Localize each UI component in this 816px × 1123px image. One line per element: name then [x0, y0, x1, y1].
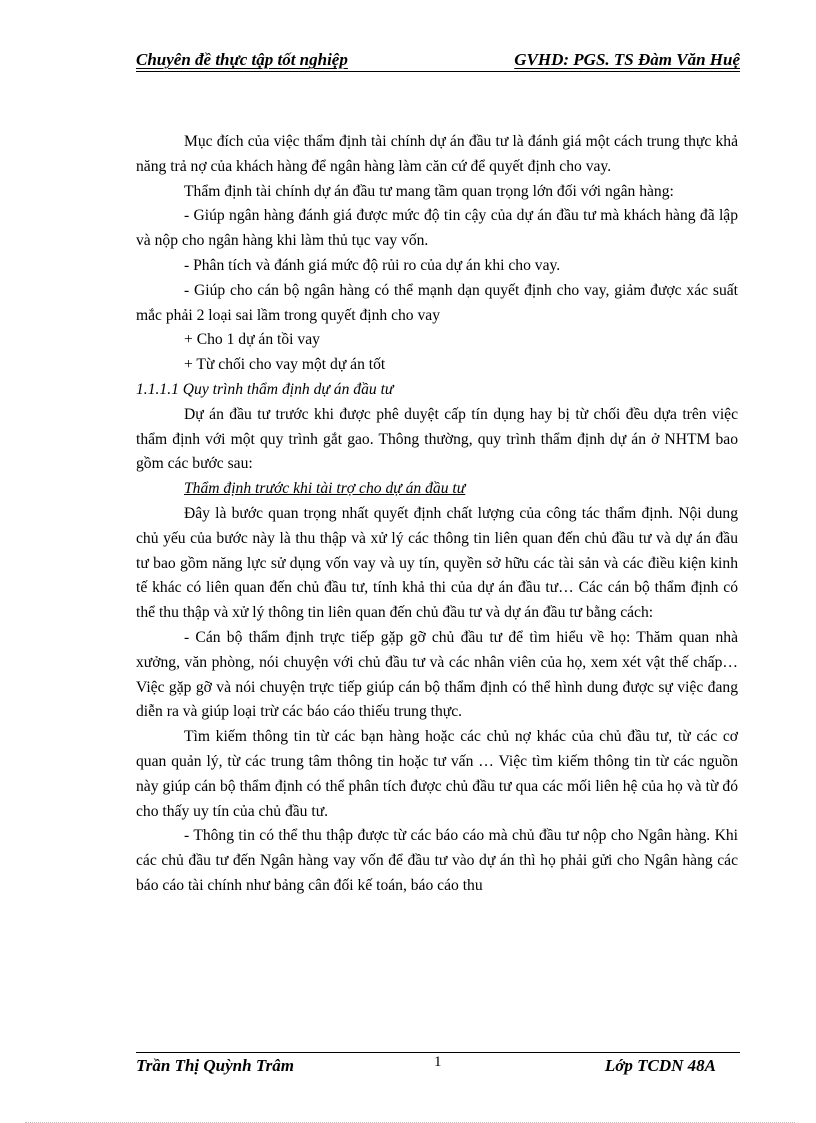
page-footer — [136, 1056, 740, 1078]
section-heading: 1.1.1.1 Quy trình thẩm định dự án đầu tư — [136, 380, 394, 398]
page-number: 1 — [434, 1054, 442, 1070]
paragraph: Mục đích của việc thẩm định tài chính dự án đầu tư là đánh giá một cách trung thực khả năng trả nợ của khách hàng để ngân hàng làm căn cứ để quyết định cho vay. — [136, 133, 738, 175]
page-header — [136, 46, 740, 72]
document-body — [136, 130, 738, 899]
list-item: - Giúp ngân hàng đánh giá được mức độ tin cậy của dự án đầu tư mà khách hàng đã lập và nộp cho ngân hàng khi làm thủ tục vay vốn. — [136, 207, 738, 250]
footer-divider — [136, 1052, 740, 1053]
header-advisor: GVHD: PGS. TS Đàm Văn Huệ — [514, 50, 740, 69]
paragraph: Tìm kiếm thông tin từ các bạn hàng hoặc các chủ nợ khác của chủ đầu tư, từ các cơ quan quản lý, từ các trung tâm thông tin hoặc tư vấn … Việc tìm kiếm thông tin từ các nguồn này giúp cán bộ thẩm định có thể phân tích được chủ đầu tư qua các mối liên hệ của họ và từ đó cho thấy uy tín của chủ đầu tư. — [136, 728, 738, 820]
paragraph: Đây là bước quan trọng nhất quyết định chất lượng của công tác thẩm định. Nội dung chủ yếu của bước này là thu thập và xử lý các thông tin liên quan đến chủ đầu tư và dự án đầu tư bao gồm năng lực sử dụng vốn vay và uy tín, quyền sở hữu các tài sản và các điều kiện kinh tế khác có liên quan đến chủ đầu tư, tính khả thi của dự án đầu tư… Các cán bộ thẩm định có thể thu thập và xử lý thông tin liên quan đến chủ đầu tư và dự án đầu tư bằng cách: — [136, 504, 738, 622]
list-item: - Giúp cho cán bộ ngân hàng có thể mạnh dạn quyết định cho vay, giảm được xác suất mắc phải 2 loại sai lầm trong quyết định cho vay — [136, 281, 738, 324]
list-item: - Phân tích và đánh giá mức độ rủi ro của dự án khi cho vay. — [184, 256, 561, 274]
sub-list-item: + Từ chối cho vay một dự án tốt — [184, 356, 386, 374]
header-title: Chuyên đề thực tập tốt nghiệp — [136, 50, 348, 69]
list-item: - Cán bộ thẩm định trực tiếp gặp gỡ chủ đầu tư để tìm hiểu về họ: Thăm quan nhà xưởng, văn phòng, nói chuyện với chủ đầu tư và các nhân viên của họ, xem xét vật thế chấp…Việc gặp gỡ và nói chuyện trực tiếp giúp cán bộ thẩm định có thể hình dung được sự việc đang diễn ra và giúp loại trừ các báo cáo thiếu trung thực. — [136, 628, 738, 721]
sub-list-item: + Cho 1 dự án tồi vay — [184, 331, 320, 349]
list-item: - Thông tin có thể thu thập được từ các báo cáo mà chủ đầu tư nộp cho Ngân hàng. Khi các chủ đầu tư đến Ngân hàng vay vốn để đầu tư vào dự án thì họ phải gửi cho Ngân hàng các báo cáo tài chính như bảng cân đối kế toán, báo cáo thu — [136, 827, 738, 894]
subsection-heading: Thẩm định trước khi tài trợ cho dự án đầu tư — [184, 480, 466, 498]
footer-class: Lớp TCDN 48A — [604, 1056, 716, 1075]
paragraph: Dự án đầu tư trước khi được phê duyệt cấp tín dụng hay bị từ chối đều dựa trên việc thẩm định với một quy trình gắt gao. Thông thường, quy trình thẩm định dự án ở NHTM bao gồm các bước sau: — [136, 405, 738, 473]
paragraph: Thẩm định tài chính dự án đầu tư mang tầm quan trọng lớn đối với ngân hàng: — [184, 182, 674, 200]
footer-author: Trần Thị Quỳnh Trâm — [136, 1056, 294, 1075]
